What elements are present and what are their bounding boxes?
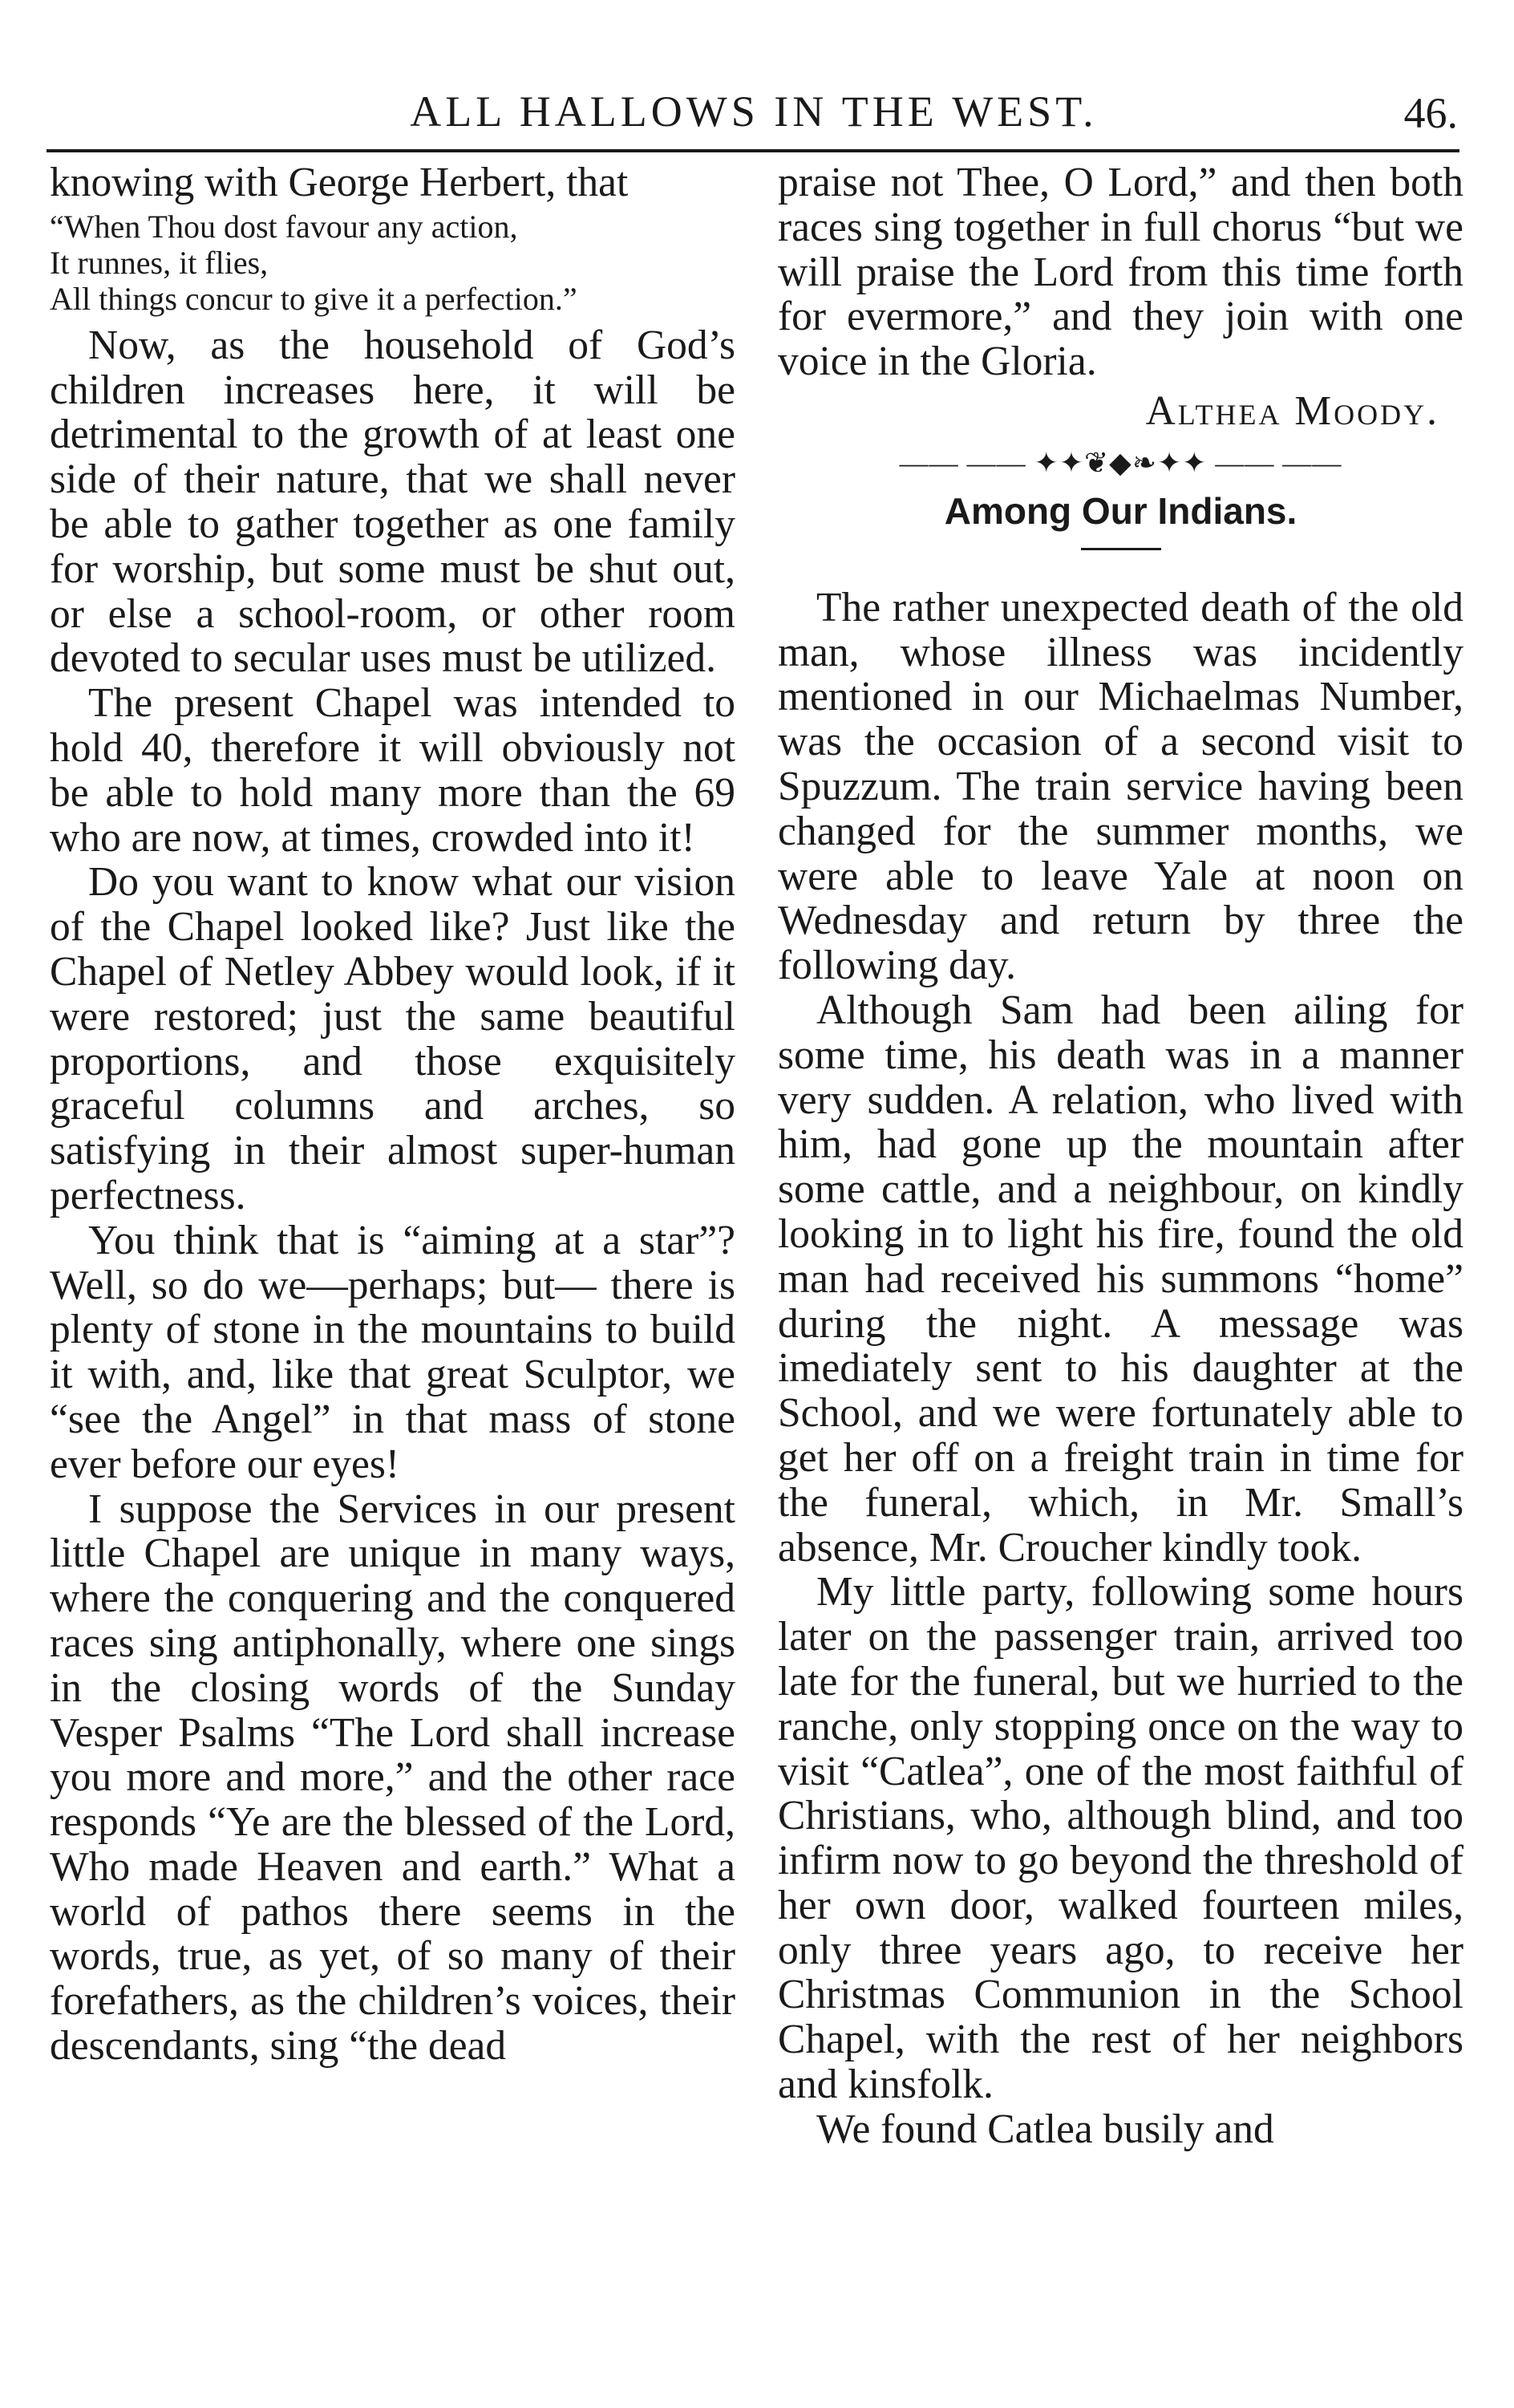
paragraph: Although Sam had been ailing for some time, his death was in a manner very sudden. A relation, who lived with him, had gone up the mountain after some cattle, and a neighbour, on kindly looking in to light his fire, found the old man had received his summons “home” during the night. A message was imediately sent to his daughter at the School, and we were fortunately able to get her off on a freight train in time for the funeral, which, in Mr. Small’s absence, Mr. Croucher kindly took.	[778, 987, 1463, 1571]
author-signature: Althea Moody.	[1145, 387, 1439, 434]
verse-line: It runnes, it flies,	[50, 244, 269, 281]
paragraph: Now, as the household of God’s children increases here, it will be detrimental to the growth of at least one side of their nature, that we shall never be able to gather together as one family for worship, but some must be shut out, or else a school-room, or other room devoted to secular uses must be utilized.	[50, 322, 735, 682]
paragraph: The rather unexpected death of the old man, whose illness was incidently mentioned in our Michaelmas Number, was the occasion of a second visit to Spuzzum. The train service having been changed for the summer months, we were able to leave Yale at noon on Wednesday and return by three the following day.	[778, 584, 1463, 989]
left-column	[50, 160, 735, 2069]
verse-line: All things concur to give it a perfection.”	[50, 280, 577, 317]
heading-rule	[1081, 548, 1161, 550]
page-header	[0, 87, 1514, 151]
verse-line: “When Thou dost favour any action,	[50, 208, 518, 245]
paragraph: We found Catlea busily and	[816, 2106, 1274, 2152]
header-rule	[47, 149, 1459, 152]
paragraph: Do you want to know what our vision of the Chapel looked like? Just like the Chapel of Netley Abbey would look, if it were restored; just the same beautiful proportions, and those exquisitely graceful columns and arches, so satisfying in their almost super-human perfectness.	[50, 859, 735, 1218]
verse-quotation	[50, 209, 735, 317]
running-title: ALL HALLOWS IN THE WEST.	[410, 87, 1098, 136]
ornament-divider: —— —— ✦✦❦◆❧✦✦ —— ——	[899, 446, 1342, 479]
paragraph: My little party, following some hours later on the passenger train, arrived too late for the funeral, but we hurried to the ranche, only stopping once on the way to visit “Catlea”, one of the most faithful of Christians, who, although blind, and too infirm now to go beyond the threshold of her own door, walked fourteen miles, only three years ago, to receive her Christmas Communion in the School Chapel, with the rest of her neighbors and kinsfolk.	[778, 1569, 1463, 2108]
page-number: 46.	[1403, 89, 1458, 137]
paragraph: I suppose the Services in our present little Chapel are unique in many ways, where the conquering and the conquered races sing antiphonally, where one sings in the closing words of the Sunday Vesper Psalms “The Lord shall increase you more and more,” and the other race responds “Ye are the blessed of the Lord, Who made Heaven and earth.” What a world of pathos there seems in the words, true, as yet, of so many of their forefathers, as the children’s voices, their descendants, sing “the dead	[50, 1486, 735, 2070]
right-column	[778, 160, 1463, 2152]
paragraph: knowing with George Herbert, that	[50, 160, 629, 205]
paragraph: You think that is “aiming at a star”? Well, so do we—perhaps; but— there is plenty of stone in the mountains to build it with, and, like that great Sculptor, we “see the Angel” in that mass of stone ever before our eyes!	[50, 1217, 735, 1487]
paragraph: The present Chapel was intended to hold 40, therefore it will obviously not be able to hold many more than the 69 who are now, at times, crowded into it!	[50, 680, 735, 861]
paragraph: praise not Thee, O Lord,” and then both races sing together in full chorus “but we will praise the Lord from this time forth for evermore,” and they join with one voice in the Gloria.	[778, 160, 1463, 385]
section-heading: Among Our Indians.	[944, 489, 1297, 532]
